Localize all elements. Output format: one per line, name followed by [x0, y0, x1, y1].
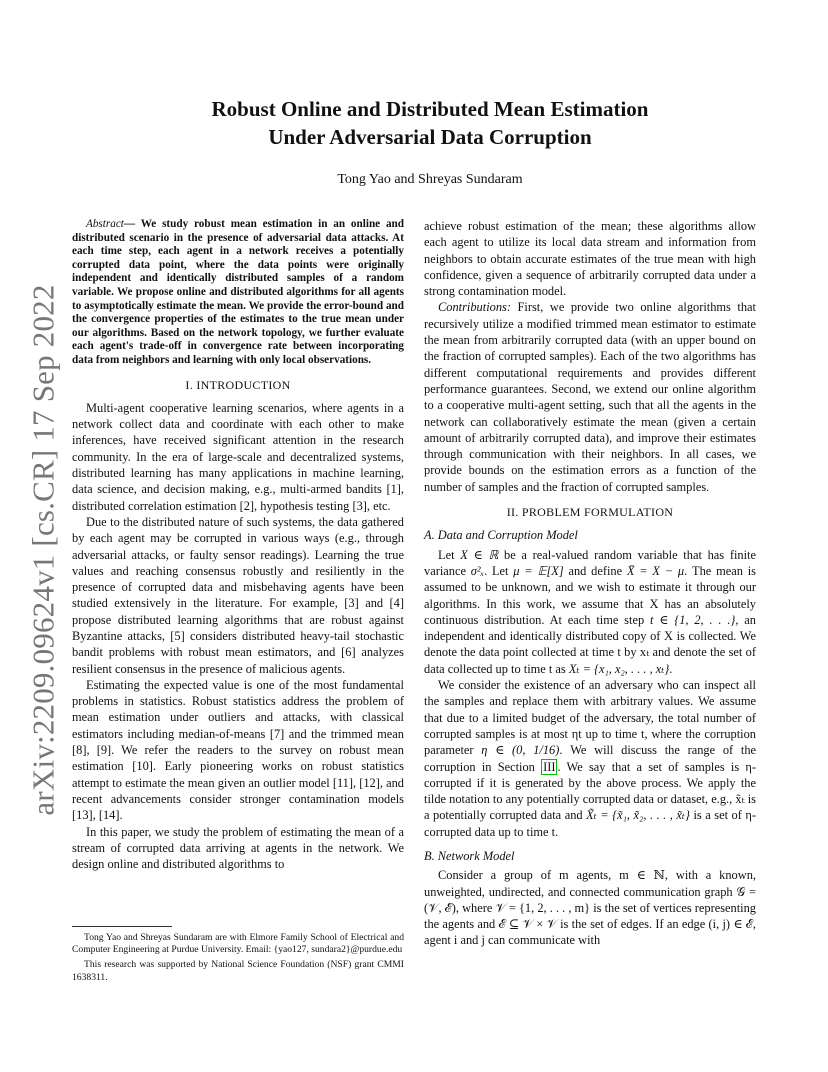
intro-paragraph-1: Multi-agent cooperative learning scenarios, where agents in a network collect data and coordinate with each other to make inferences, have received significant attention in the research community. In the era of large-scale and decentralized systems, distributed learning has many applications in machine learning, data science, and decision making, e.g., multi-armed bandits [1], distributed correlation estimation [2], hypothesis testing [3], etc.	[72, 400, 404, 513]
abstract	[72, 218, 404, 368]
math-mean: μ = 𝔼[X]	[513, 563, 564, 578]
text-run: . The mean is assumed to be unknown, and we wish to estimate it through our algorithms. In this work, we assume that X has an absolutely continuous distribution. At each time step	[424, 563, 756, 627]
authors: Tong Yao and Shreyas Sundaram	[337, 172, 523, 187]
subsection-a-heading: A. Data and Corruption Model	[424, 528, 578, 543]
left-column	[72, 218, 404, 872]
section-reference-link[interactable]: III	[543, 759, 556, 774]
title-line-2: Under Adversarial Data Corruption	[268, 125, 592, 149]
text-run: . We will discuss the range of the corruption in Section	[424, 743, 757, 774]
text-run: is a set of η-corrupted data up to time t.	[424, 808, 756, 839]
network-model-paragraph: Consider a group of m agents, m ∈ ℕ, with a known, unweighted, undirected, and connected communication graph 𝒢 = (𝒱, ℰ), where 𝒱 = {1, 2, . . . , m} is the set of vertices representing the agents and ℰ ⊆ 𝒱 × 𝒱 is the set of edges. If an edge (i, j) ∈ ℰ, agent i and j can communicate with	[424, 868, 756, 948]
section-2-heading: II. PROBLEM FORMULATION	[506, 505, 674, 520]
contributions-label: Contributions:	[438, 300, 511, 315]
intro-paragraph-2: Due to the distributed nature of such systems, the data gathered by each agent may be corrupted in various ways (e.g., through adversarial attacks, or faulty sensor readings). Learning the true values and reaching consensus robustly and resiliently in the presence of corrupted data and misbehaving agents have been studied extensively in the literature. For example, [3] and [4] propose distributed learning algorithms that are robust against Byzantine attacks, [5] considers distributed heavy-tail stochastic bandit problems with robust mean estimators, and [6] analyzes resilient consensus in the presence of malicious agents.	[72, 514, 404, 676]
math-variance: σ²ₓ	[470, 563, 485, 578]
data-model-paragraph-1	[424, 547, 756, 677]
paper-title	[110, 95, 750, 151]
subsection-b-heading: B. Network Model	[424, 848, 515, 863]
math-time-steps: t ∈ {1, 2, . . .}	[649, 612, 736, 627]
contributions-text: First, we provide two online algorithms that recursively utilize a modified trimmed mean estimator to estimate the mean from arbitrarily corrupted data (with an upper bound on the fraction of corrupted samples). Each of the two algorithms has different computational requirements and provides different performance guarantees. Second, we extend our online algorithm to a cooperative multi-agent setting, such that all the agents in the network can collaboratively estimate the mean (given a certain amount of arbitrarily corrupted data), and improve their estimates through communication with their neighbors. In all cases, we provide bounds on the estimation errors as a function of the number of samples and the fraction of corrupted samples.	[424, 300, 756, 494]
arxiv-stamp	[14, 284, 74, 816]
text-run: and define	[563, 563, 627, 578]
intro-paragraph-4-continued: achieve robust estimation of the mean; these algorithms allow each agent to utilize its local data stream and information from neighbors to obtain accurate estimates of the true mean with high confidence, given a sequence of arbitrarily corrupted data under a strong contamination model.	[424, 219, 756, 299]
footnote-divider	[72, 926, 172, 927]
section-1-heading: I. INTRODUCTION	[185, 377, 291, 392]
text-run: Let	[438, 547, 461, 562]
text-run: . Let	[484, 563, 514, 578]
text-run: .	[669, 661, 673, 676]
footnote-funding: This research was supported by National Science Foundation (NSF) grant CMMI 1638311.	[72, 959, 404, 983]
abstract-text: — We study robust mean estimation in an online and distributed scenario in the presence of adversarial data attacks. At each time step, each agent in a network receives a potentially corrupted data point, where the data points were originally independent and identically distributed samples of a random variable. We propose online and distributed algorithms for all agents to asymptotically estimate the mean. We provide the error-bound and the convergence properties of the estimates to the true mean under our algorithms. Based on the network topology, we further evaluate each agent's trade-off in convergence rate between incorporating data from neighbors and learning with only local observations.	[72, 218, 404, 366]
title-line-1: Robust Online and Distributed Mean Estimation	[211, 97, 649, 121]
right-column	[424, 218, 756, 949]
math-x-real: X ∈ ℝ	[460, 547, 499, 562]
math-corrupted-set: X̃ₜ = {x̃₁, x̃₂, . . . , x̃ₜ}	[586, 808, 690, 823]
footnotes	[72, 932, 404, 987]
text-run: We consider the existence of an adversary who can inspect all the samples and replace them with arbitrary values. We assume that due to a limited budget of the adversary, the total number of corrupted samples is at most ηt up to time t, where the corruption parameter	[424, 678, 756, 758]
contributions-paragraph	[424, 299, 756, 495]
intro-paragraph-4: In this paper, we study the problem of estimating the mean of a stream of corrupted data arriving at agents in the network. We design online and distributed algorithms to	[72, 824, 404, 872]
math-eta-range: η ∈ (0, 1/16)	[481, 743, 560, 758]
abstract-label: Abstract	[86, 218, 124, 230]
intro-paragraph-3: Estimating the expected value is one of the most fundamental problems in statistics. Robust statistics address the problem of mean estimation under outliers and attacks, with classical estimators including median-of-means [7] and the trimmed mean [8], [9]. We refer the readers to the survey on robust mean estimation [10]. Early pioneering works on robust statistics attempt to estimate the mean given an outlier model [11], [12], and recent advancements consider stronger contamination models [13], [14].	[72, 677, 404, 823]
text-run: be a real-valued random variable that has finite variance	[424, 547, 757, 578]
arxiv-stamp-text: arXiv:2209.09624v1 [cs.CR] 17 Sep 2022	[26, 284, 61, 816]
footnote-affiliation: Tong Yao and Shreyas Sundaram are with Elmore Family School of Electrical and Computer Engineering at Purdue University. Email: {yao127, sundara2}@purdue.edu	[72, 932, 404, 956]
math-data-set: Xₜ = {x₁, x₂, . . . , xₜ}	[568, 661, 670, 676]
text-run: , an independent and identically distributed copy of X is collected. We denote the data point collected at time t by xₜ and denote the set of data collected up to time t as	[424, 612, 756, 676]
text-run: . We say that a set of samples is η-corrupted if it is generated by the above process. We apply the tilde notation to any potentially corrupted data or dataset, e.g., x̃ₜ is a potentially corrupted data and	[424, 759, 756, 823]
math-centered: X̄ = X − μ	[626, 563, 685, 578]
data-model-paragraph-2	[424, 677, 756, 840]
